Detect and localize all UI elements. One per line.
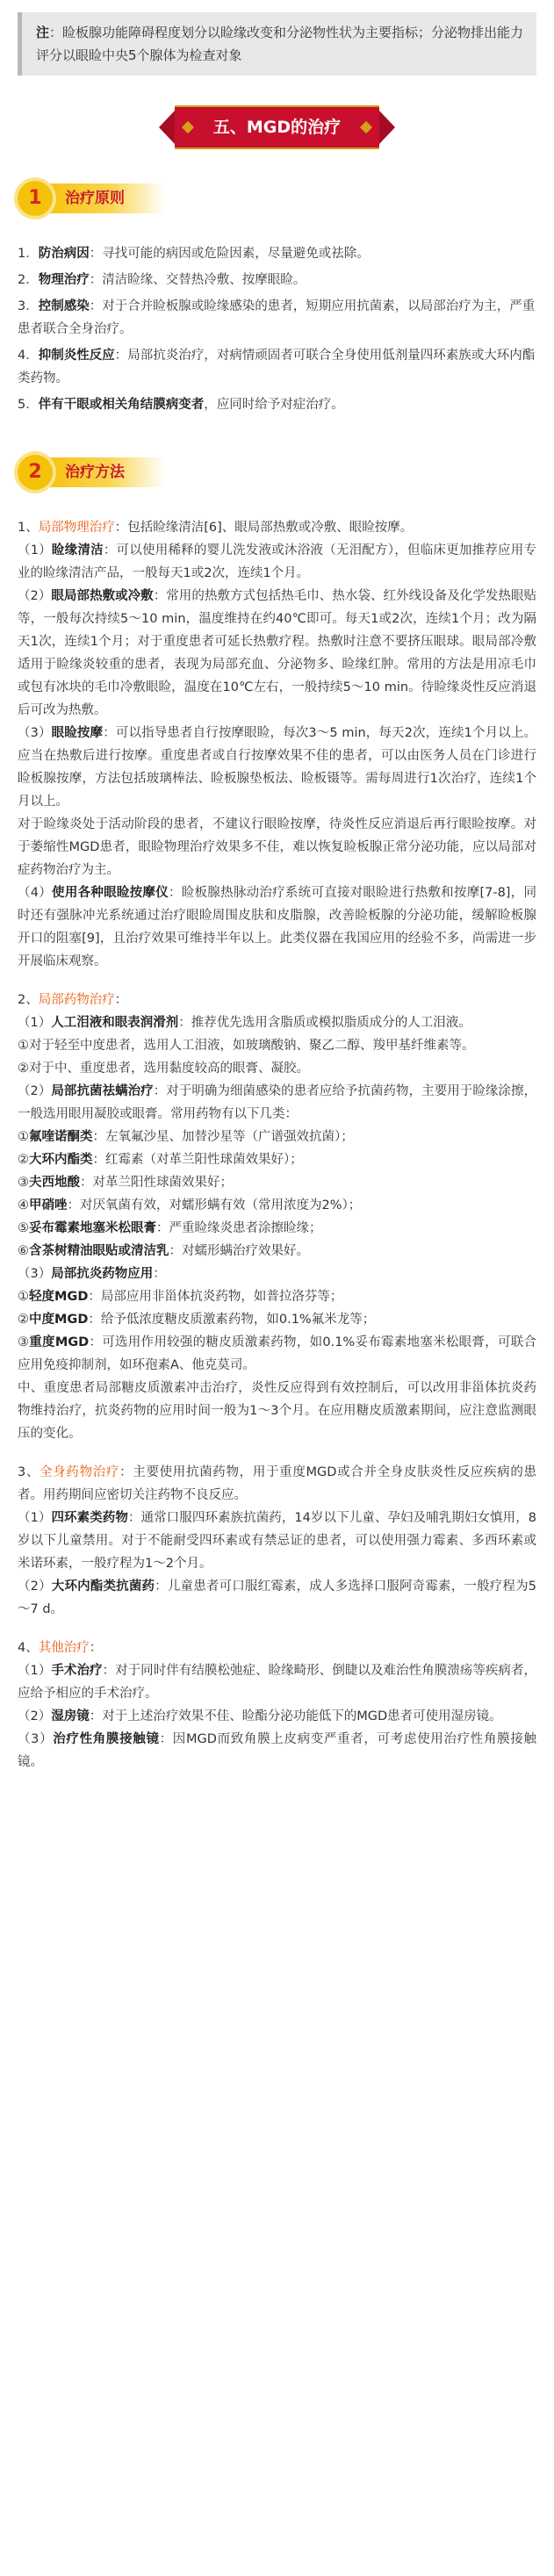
item-text: ：可以使用稀释的婴儿洗发液或沐浴液（无泪配方），但临床更加推荐应用专业的睑缘清洁产品，一般每天1或2次，连续1个月。 — [18, 543, 536, 580]
item-text: ：清洁睑缘、交替热冷敷、按摩眼睑。 — [89, 273, 306, 287]
list-item — [18, 1126, 536, 1148]
item-prefix: （4） — [18, 886, 53, 900]
item-keyword: 人工泪液和眼表润滑剂 — [51, 1016, 179, 1030]
item-keyword: 重度MGD — [29, 1335, 90, 1349]
item-prefix: ③ — [18, 1335, 30, 1349]
method-summary: ： — [114, 993, 128, 1007]
item-keyword: 轻度MGD — [29, 1290, 89, 1304]
item-text: ：严重睑缘炎患者涂擦睑缘； — [156, 1221, 322, 1235]
local-drug-list — [0, 1011, 554, 1445]
item-text: ：左氧氟沙星、加替沙星等（广谱强效抗菌）； — [92, 1130, 354, 1144]
item-text: ： — [153, 1267, 166, 1281]
item-prefix: ① — [18, 1290, 29, 1304]
item-text: ：对于合并睑板腺或睑缘感染的患者，短期应用抗菌素，以局部治疗为主，严重患者联合全身治疗。 — [18, 299, 536, 336]
item-text: ：局部抗炎治疗，对病情顽固者可联合全身使用低剂量四环素族或大环内酯类药物。 — [18, 349, 536, 385]
note-box — [18, 12, 536, 76]
item-prefix: （1） — [18, 1664, 52, 1678]
list-item — [18, 1377, 536, 1445]
list-item — [18, 1659, 536, 1705]
item-prefix: （1） — [18, 1511, 52, 1525]
subsection-number-badge: 2 — [18, 455, 53, 490]
list-item — [18, 1331, 536, 1377]
item-prefix: ④ — [18, 1198, 29, 1212]
banner-title: 五、MGD的治疗 — [212, 118, 342, 137]
item-prefix: （2） — [18, 1084, 52, 1098]
item-number: 1． — [18, 247, 39, 261]
list-item — [18, 1705, 536, 1728]
item-text: ：常用的热敷方式包括热毛巾、热水袋、红外线设备及化学发热眼贴等，一般每次持续5～10 min，温度维持在约40℃即可。每天1或2次，连续1个月；改为隔天1次，连续1个月；对于重度患者可延长热敷疗程。热敷时注意不要挤压眼球。眼局部冷敷适用于睑缘炎较重的患者，表现为局部充血、分泌物多、睑缘红肿。常用的方法是用凉毛巾或包有冰块的毛巾冷敷眼睑，温度在10℃左右，一般持续5～10 min。待睑缘炎性反应消退后可改为热敷。 — [18, 589, 536, 717]
item-text: ：对于同时伴有结膜松弛症、睑缘畸形、倒睫以及难治性角膜溃疡等疾病者，应给予相应的手术治疗。 — [18, 1664, 537, 1701]
item-text: ：给予低浓度糖皮质激素药物，如0.1%氟米龙等； — [88, 1313, 376, 1327]
method-summary: ： — [89, 1641, 103, 1655]
item-number: 2． — [18, 273, 39, 287]
method-other-heading — [18, 1637, 536, 1659]
item-keyword: 四环素类药物 — [51, 1511, 128, 1525]
subsection-heading-principles — [18, 172, 554, 225]
item-prefix: ① — [18, 1130, 29, 1144]
method-paragraph — [18, 722, 536, 813]
method-title: 局部药物治疗 — [38, 993, 115, 1007]
item-text: ：对蠕形螨治疗效果好。 — [169, 1244, 309, 1258]
item-keyword: 眼睑按摩 — [51, 726, 104, 740]
list-item — [18, 1148, 536, 1171]
item-text: ：对革兰阳性球菌效果好； — [80, 1176, 233, 1190]
method-title: 全身药物治疗 — [40, 1465, 120, 1479]
item-prefix: ⑥ — [18, 1244, 29, 1258]
item-keyword: 局部抗炎药物应用 — [51, 1267, 154, 1281]
item-prefix: （3） — [18, 1267, 52, 1281]
item-keyword: 局部抗菌祛螨治疗 — [51, 1084, 154, 1098]
item-text: ：推荐优先选用含脂质或模拟脂质成分的人工泪液。 — [178, 1016, 471, 1030]
list-item — [18, 1240, 536, 1263]
item-text: ①对于轻至中度患者，选用人工泪液，如玻璃酸钠、聚乙二醇、羧甲基纤维素等。 — [18, 1039, 475, 1053]
item-text: ，应同时给予对症治疗。 — [204, 398, 344, 412]
item-text: ：红霉素（对革兰阳性球菌效果好）； — [92, 1153, 303, 1167]
note-text: ：睑板腺功能障碍程度划分以睑缘改变和分泌物性状为主要指标；分泌物排出能力评分以眼睑中央5个腺体为检查对象 — [36, 25, 524, 63]
subsection-title: 治疗方法 — [44, 457, 165, 487]
item-text: ：可选用作用较强的糖皮质激素药物，如0.1%妥布霉素地塞米松眼膏，可联合应用免疫抑制剂，如环孢素A、他克莫司。 — [18, 1335, 537, 1372]
item-number: 4． — [18, 349, 39, 363]
item-text: ：儿童患者可口服红霉素，成人多选择口服阿奇霉素，一般疗程为5～7 d。 — [18, 1579, 536, 1616]
list-item — [18, 344, 536, 390]
principles-list — [0, 242, 554, 416]
method-paragraph — [18, 539, 536, 585]
method-number: 2、 — [18, 993, 39, 1007]
item-keyword: 中度MGD — [29, 1313, 89, 1327]
list-item — [18, 1080, 536, 1126]
ribbon-right-diamond — [360, 121, 372, 133]
list-item — [18, 1217, 536, 1240]
list-item — [18, 1308, 536, 1331]
item-number: 5． — [18, 398, 39, 412]
list-item — [18, 1034, 536, 1057]
item-text: ：睑板腺热脉动治疗系统可直接对眼睑进行热敷和按摩[7-8]，同时还有强脉冲光系统通过治疗眼睑周围皮肤和皮脂腺，改善睑板腺的分泌功能，缓解睑板腺开口的阻塞[9]，且治疗效果可维持半年以上。此类仪器在我国应用的经验不多，尚需进一步开展临床观察。 — [18, 886, 537, 968]
item-text: ②对于中、重度患者，选用黏度较高的眼膏、凝胶。 — [18, 1061, 309, 1076]
item-text: ：对于明确为细菌感染的患者应给予抗菌药物，主要用于睑缘涂擦，一般选用眼用凝胶或眼膏。常用药物有以下几类： — [18, 1084, 536, 1121]
item-text: ：因MGD而致角膜上皮病变严重者，可考虑使用治疗性角膜接触镜。 — [18, 1732, 536, 1769]
item-prefix: ② — [18, 1153, 29, 1167]
item-text: ：寻找可能的病因或危险因素，尽量避免或祛除。 — [89, 247, 370, 261]
list-item — [18, 1575, 536, 1621]
item-text: ：可以指导患者自行按摩眼睑，每次3～5 min，每天2次，连续1个月以上。应当在热敷后进行按摩。重度患者或自行按摩效果不佳的患者，可以由医务人员在门诊进行睑板腺按摩，方法包括玻璃棒法、睑板腺垫板法、睑板镊等。需每周进行1次治疗，连续1个月以上。 — [18, 726, 536, 809]
item-keyword: 眼局部热敷或冷敷 — [51, 589, 154, 603]
subsection-number-badge: 1 — [18, 181, 53, 216]
ribbon-left-diamond — [182, 121, 194, 133]
item-text: ：通常口服四环素族抗菌药，14岁以下儿童、孕妇及哺乳期妇女慎用，8岁以下儿童禁用。对于不能耐受四环素或有禁忌证的患者，可以使用强力霉素、多西环素或米诺环素，一般疗程为1～2个月。 — [18, 1511, 536, 1571]
item-keyword: 手术治疗 — [51, 1664, 103, 1678]
method-title: 局部物理治疗 — [38, 521, 115, 535]
list-item — [18, 1285, 536, 1308]
item-prefix: ③ — [18, 1176, 29, 1190]
item-text: ：局部应用非甾体抗炎药物，如普拉洛芬等； — [88, 1290, 343, 1304]
item-keyword: 睑缘清洁 — [51, 543, 104, 558]
item-keyword: 夫西地酸 — [29, 1176, 80, 1190]
method-paragraph — [18, 881, 536, 973]
item-prefix: ② — [18, 1313, 29, 1327]
item-keyword: 含茶树精油眼贴或清洁乳 — [29, 1244, 169, 1258]
method-number: 3、 — [18, 1465, 40, 1479]
list-item — [18, 1057, 536, 1080]
item-prefix: （3） — [18, 1732, 54, 1746]
item-text: ：对于上述治疗效果不佳、睑酯分泌功能低下的MGD患者可使用湿房镜。 — [89, 1709, 502, 1723]
list-item — [18, 1011, 536, 1034]
item-keyword: 使用各种眼睑按摩仪 — [52, 886, 169, 900]
item-keyword: 湿房镜 — [51, 1709, 90, 1723]
item-keyword: 妥布霉素地塞米松眼膏 — [29, 1221, 156, 1235]
method-summary: ：主要使用抗菌药物，用于重度MGD或合并全身皮肤炎性反应疾病的患者。用药期间应密切关注药物不良反应。 — [18, 1465, 536, 1502]
item-prefix: （2） — [18, 1579, 52, 1594]
list-item — [18, 1507, 536, 1575]
item-keyword: 伴有干眼或相关角结膜病变者 — [38, 398, 205, 412]
item-keyword: 防治病因 — [38, 247, 90, 261]
ribbon-right-wing — [379, 111, 395, 144]
list-item — [18, 1263, 536, 1285]
item-text: ：对厌氧菌有效，对蠕形螨有效（常用浓度为2%）； — [67, 1198, 362, 1212]
item-prefix: （2） — [18, 589, 52, 603]
method-local-drug-heading — [18, 989, 536, 1011]
item-number: 3． — [18, 299, 39, 313]
ribbon-left-wing — [159, 111, 175, 144]
item-prefix: （1） — [18, 543, 52, 558]
item-keyword: 大环内酯类抗菌药 — [51, 1579, 155, 1594]
list-item — [18, 269, 536, 291]
section-banner — [0, 105, 554, 149]
method-title: 其他治疗 — [38, 1641, 90, 1655]
item-keyword: 甲硝唑 — [29, 1198, 68, 1212]
method-number: 1、 — [18, 521, 39, 535]
list-item — [18, 1171, 536, 1194]
subsection-heading-methods — [18, 446, 554, 499]
note-label: 注 — [36, 25, 50, 40]
item-keyword: 治疗性角膜接触镜 — [53, 1732, 160, 1746]
method-number: 4、 — [18, 1641, 39, 1655]
method-systemic-heading — [18, 1461, 536, 1507]
item-keyword: 氟喹诺酮类 — [29, 1130, 93, 1144]
item-prefix: （2） — [18, 1709, 52, 1723]
systemic-list — [0, 1507, 554, 1621]
item-keyword: 物理治疗 — [38, 273, 90, 287]
item-text: 中、重度患者局部糖皮质激素冲击治疗，炎性反应得到有效控制后，可以改用非甾体抗炎药物维持治疗，抗炎药物的应用时间一般为1～3个月。在应用糖皮质激素期间，应注意监测眼压的变化。 — [18, 1381, 536, 1441]
list-item — [18, 1194, 536, 1217]
method-paragraph — [18, 585, 536, 722]
subsection-title: 治疗原则 — [44, 183, 165, 213]
item-keyword: 控制感染 — [38, 299, 90, 313]
method-summary: ：包括睑缘清洁[6]、眼局部热敷或冷敷、眼睑按摩。 — [114, 521, 414, 535]
banner-ribbon — [175, 105, 379, 149]
item-keyword: 抑制炎性反应 — [38, 349, 115, 363]
list-item — [18, 393, 536, 416]
item-keyword: 大环内酯类 — [29, 1153, 93, 1167]
other-list — [0, 1659, 554, 1774]
list-item — [18, 242, 536, 265]
list-item — [18, 1728, 536, 1774]
method-physical-heading — [18, 516, 536, 539]
method-paragraph: 对于睑缘炎处于活动阶段的患者，不建议行眼睑按摩，待炎性反应消退后再行眼睑按摩。对于萎缩性MGD患者，眼睑物理治疗效果多不佳，难以恢复睑板腺正常分泌功能，应以局部对症药物治疗为主。 — [18, 817, 536, 877]
item-prefix: ⑤ — [18, 1221, 29, 1235]
item-prefix: （1） — [18, 1016, 52, 1030]
list-item — [18, 295, 536, 341]
item-prefix: （3） — [18, 726, 52, 740]
